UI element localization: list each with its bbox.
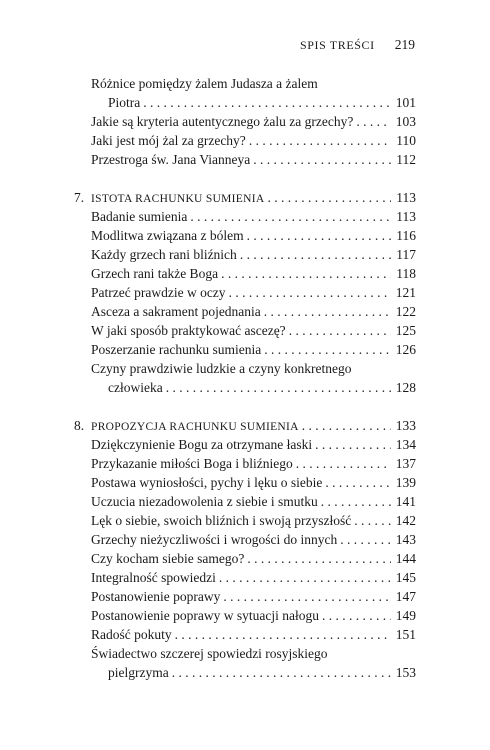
leader-dots bbox=[321, 492, 391, 511]
leader-dots bbox=[166, 378, 391, 397]
toc-entry-title: Przestroga św. Jana Vianneya bbox=[91, 152, 251, 167]
toc-entry-page: 153 bbox=[395, 665, 416, 680]
leader-dots bbox=[356, 112, 391, 131]
toc-entry bbox=[74, 93, 416, 112]
leader-dots bbox=[325, 473, 391, 492]
toc-entry-page: 141 bbox=[395, 494, 416, 509]
toc-entry bbox=[74, 112, 416, 131]
toc-entry bbox=[74, 150, 416, 169]
toc-entry-page: 128 bbox=[395, 380, 416, 395]
leader-dots bbox=[172, 663, 391, 682]
toc-entry-page: 122 bbox=[395, 304, 416, 319]
leader-dots bbox=[247, 226, 391, 245]
leader-dots bbox=[240, 245, 391, 264]
leader-dots bbox=[322, 606, 391, 625]
toc-entry-title: Czy kocham siebie samego? bbox=[91, 551, 245, 566]
toc-entry-page: 121 bbox=[395, 285, 416, 300]
chapter-title: ISTOTA RACHUNKU SUMIENIA bbox=[91, 193, 265, 205]
leader-dots bbox=[267, 188, 391, 207]
toc-entry-title: pielgrzyma bbox=[108, 665, 169, 680]
toc-entry bbox=[74, 264, 416, 283]
toc-entry-title: Modlitwa związana z bólem bbox=[91, 228, 244, 243]
leader-dots bbox=[264, 302, 391, 321]
toc-entry bbox=[74, 340, 416, 359]
leader-dots bbox=[219, 568, 391, 587]
toc-entry-page: 112 bbox=[396, 152, 416, 167]
toc-entry bbox=[74, 568, 416, 587]
leader-dots bbox=[249, 131, 391, 150]
toc-entry-title: Grzechy nieżyczliwości i wrogości do innych bbox=[91, 532, 338, 547]
toc-entry-title: Piotra bbox=[108, 95, 141, 110]
toc-entry bbox=[74, 283, 416, 302]
leader-dots bbox=[340, 530, 391, 549]
toc-entry bbox=[74, 321, 416, 340]
toc-entry bbox=[74, 549, 416, 568]
toc-entry bbox=[74, 454, 416, 473]
toc-entry-page: 116 bbox=[396, 228, 416, 243]
toc-entry-page: 103 bbox=[395, 114, 416, 129]
toc-entry bbox=[74, 131, 416, 150]
toc-entry-page: 101 bbox=[395, 95, 416, 110]
toc-entry-title: Czyny prawdziwie ludzkie a czyny konkretnego bbox=[91, 361, 352, 376]
toc-entry bbox=[74, 625, 416, 644]
toc-entry-title: Patrzeć prawdzie w oczy bbox=[91, 285, 226, 300]
leader-dots bbox=[223, 587, 391, 606]
toc-entry-title: Postanowienie poprawy w sytuacji nałogu bbox=[91, 608, 319, 623]
toc-entry bbox=[74, 492, 416, 511]
toc-entry-page: 113 bbox=[396, 209, 416, 224]
toc-entry-title: Uczucia niezadowolenia z siebie i smutku bbox=[91, 494, 318, 509]
toc-entry bbox=[74, 435, 416, 454]
toc-entry-page: 110 bbox=[396, 133, 416, 148]
toc-entry-page: 139 bbox=[395, 475, 416, 490]
toc-entry bbox=[74, 530, 416, 549]
toc-entry-title: Jaki jest mój żal za grzechy? bbox=[91, 133, 246, 148]
chapter-page: 113 bbox=[396, 190, 416, 205]
toc-entry-title: Poszerzanie rachunku sumienia bbox=[91, 342, 262, 357]
toc-entry-page: 134 bbox=[395, 437, 416, 452]
toc-entry bbox=[74, 226, 416, 245]
toc-entry-title: człowieka bbox=[108, 380, 163, 395]
toc-entry-page: 143 bbox=[395, 532, 416, 547]
toc-entry-title: Lęk o siebie, swoich bliźnich i swoją przyszłość bbox=[91, 513, 352, 528]
toc-entry-title: Integralność spowiedzi bbox=[91, 570, 216, 585]
toc-entry-page: 117 bbox=[396, 247, 416, 262]
chapter-title: PROPOZYCJA RACHUNKU SUMIENIA bbox=[91, 421, 299, 433]
toc-entry-title: Jakie są kryteria autentycznego żalu za grzechy? bbox=[91, 114, 354, 129]
leader-dots bbox=[354, 511, 391, 530]
toc-entry-page: 145 bbox=[395, 570, 416, 585]
leader-dots bbox=[175, 625, 391, 644]
leader-dots bbox=[253, 150, 391, 169]
table-of-contents bbox=[74, 74, 416, 682]
toc-entry-line bbox=[74, 74, 416, 93]
toc-entry bbox=[74, 378, 416, 397]
toc-entry-title: Grzech rani także Boga bbox=[91, 266, 219, 281]
toc-entry bbox=[74, 663, 416, 682]
leader-dots bbox=[296, 454, 391, 473]
chapter-heading bbox=[74, 188, 416, 207]
toc-entry bbox=[74, 245, 416, 264]
leader-dots bbox=[315, 435, 391, 454]
toc-entry-page: 126 bbox=[395, 342, 416, 357]
leader-dots bbox=[247, 549, 391, 568]
toc-entry-title: Radość pokuty bbox=[91, 627, 172, 642]
chapter-number: 7. bbox=[74, 190, 85, 205]
toc-entry-title: Postanowienie poprawy bbox=[91, 589, 221, 604]
toc-entry-page: 142 bbox=[395, 513, 416, 528]
toc-entry-page: 118 bbox=[396, 266, 416, 281]
leader-dots bbox=[190, 207, 391, 226]
section-gap bbox=[74, 169, 416, 188]
chapter-heading bbox=[74, 416, 416, 435]
chapter-number: 8. bbox=[74, 418, 85, 433]
toc-entry-title: Przykazanie miłości Boga i bliźniego bbox=[91, 456, 293, 471]
toc-entry bbox=[74, 473, 416, 492]
toc-entry-page: 149 bbox=[395, 608, 416, 623]
page-number: 219 bbox=[394, 37, 415, 52]
toc-entry-page: 144 bbox=[395, 551, 416, 566]
toc-entry-line bbox=[74, 359, 416, 378]
toc-entry bbox=[74, 606, 416, 625]
toc-entry-page: 151 bbox=[395, 627, 416, 642]
running-head: SPIS TREŚCI bbox=[300, 38, 375, 52]
toc-entry-title: Świadectwo szczerej spowiedzi rosyjskiego bbox=[91, 646, 328, 661]
leader-dots bbox=[221, 264, 391, 283]
toc-entry-title: W jaki sposób praktykować ascezę? bbox=[91, 323, 286, 338]
toc-entry-title: Dziękczynienie Bogu za otrzymane łaski bbox=[91, 437, 313, 452]
leader-dots bbox=[302, 416, 391, 435]
toc-entry-page: 125 bbox=[395, 323, 416, 338]
leader-dots bbox=[143, 93, 391, 112]
chapter-page: 133 bbox=[395, 418, 416, 433]
section-gap bbox=[74, 397, 416, 416]
toc-entry bbox=[74, 511, 416, 530]
leader-dots bbox=[229, 283, 391, 302]
leader-dots bbox=[264, 340, 391, 359]
toc-entry bbox=[74, 207, 416, 226]
toc-entry bbox=[74, 587, 416, 606]
leader-dots bbox=[289, 321, 391, 340]
toc-entry bbox=[74, 302, 416, 321]
toc-entry-title: Różnice pomiędzy żalem Judasza a żalem bbox=[91, 76, 318, 91]
toc-entry-title: Badanie sumienia bbox=[91, 209, 188, 224]
toc-entry-title: Asceza a sakrament pojednania bbox=[91, 304, 261, 319]
toc-entry-page: 137 bbox=[395, 456, 416, 471]
toc-entry-title: Każdy grzech rani bliźnich bbox=[91, 247, 237, 262]
toc-entry-line bbox=[74, 644, 416, 663]
toc-entry-page: 147 bbox=[395, 589, 416, 604]
toc-entry-title: Postawa wyniosłości, pychy i lęku o siebie bbox=[91, 475, 323, 490]
